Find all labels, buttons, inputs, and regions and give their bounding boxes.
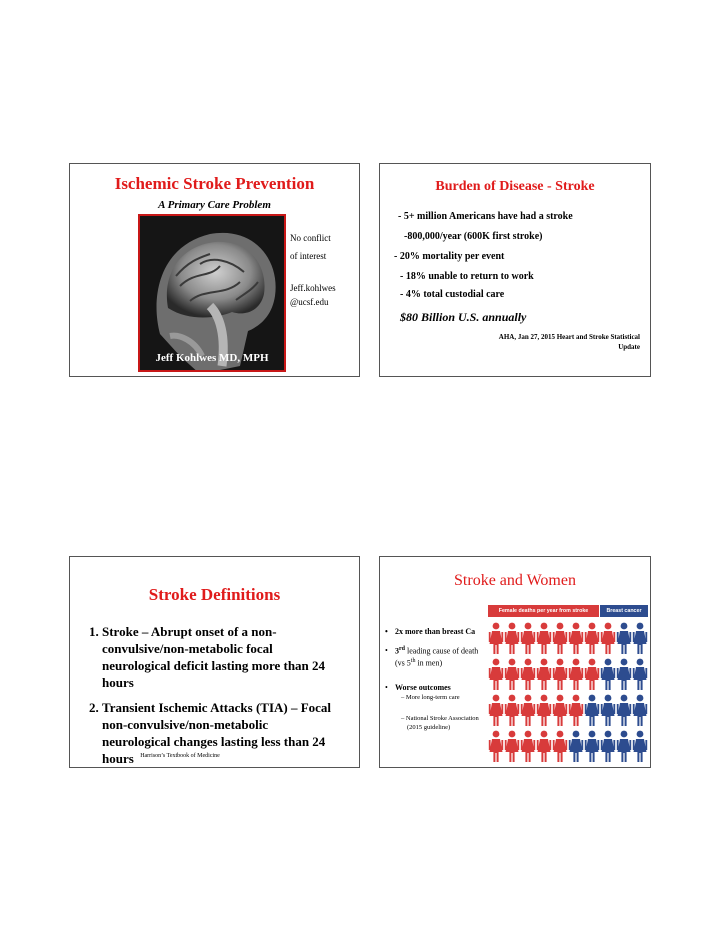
slide-stroke-and-women bbox=[379, 556, 651, 768]
bullet-item: • Worse outcomes – More long-term care – National Stroke Association (2015 guideline) bbox=[385, 683, 493, 731]
stroke-woman-icon bbox=[553, 659, 567, 690]
breast-cancer-person-icon bbox=[633, 695, 647, 726]
legend-breast-cancer: Breast cancer bbox=[600, 605, 648, 617]
stroke-woman-icon bbox=[553, 623, 567, 654]
stroke-woman-icon bbox=[505, 731, 519, 762]
breast-cancer-person-icon bbox=[633, 623, 647, 654]
women-deaths-pictogram bbox=[488, 605, 648, 765]
stroke-woman-icon bbox=[585, 659, 599, 690]
breast-cancer-person-icon bbox=[617, 659, 631, 690]
stroke-woman-icon bbox=[569, 623, 583, 654]
stroke-woman-icon bbox=[505, 659, 519, 690]
stat-line: - 18% unable to return to work bbox=[400, 271, 534, 282]
slide-title: Stroke Definitions bbox=[148, 585, 281, 604]
slide-title: Burden of Disease - Stroke bbox=[435, 179, 595, 194]
stroke-woman-icon bbox=[537, 623, 551, 654]
stat-line: - 4% total custodial care bbox=[400, 289, 505, 300]
breast-cancer-person-icon bbox=[633, 659, 647, 690]
bullet-subtext: (vs 5th in men) bbox=[395, 657, 443, 668]
stroke-woman-icon bbox=[553, 695, 567, 726]
breast-cancer-person-icon bbox=[617, 731, 631, 762]
stroke-woman-icon bbox=[569, 695, 583, 726]
stroke-woman-icon bbox=[489, 659, 503, 690]
breast-cancer-person-icon bbox=[601, 659, 615, 690]
source-citation: Harrison’s Textbook of Medicine bbox=[140, 753, 220, 759]
breast-cancer-person-icon bbox=[601, 731, 615, 762]
slide-stroke-definitions bbox=[69, 556, 360, 768]
email-line-2: @ucsf.edu bbox=[290, 297, 329, 307]
breast-cancer-person-icon bbox=[617, 695, 631, 726]
stroke-woman-icon bbox=[521, 695, 535, 726]
stroke-woman-icon bbox=[489, 623, 503, 654]
breast-cancer-person-icon bbox=[569, 731, 583, 762]
sub-bullet: – More long-term care bbox=[401, 694, 460, 702]
bullet-item: • 3rd leading cause of death (vs 5th in men) bbox=[385, 646, 493, 667]
slide-subtitle: A Primary Care Problem bbox=[158, 199, 271, 211]
bullet-item: • 2x more than breast Ca bbox=[385, 627, 476, 636]
reference-line-1: AHA, Jan 27, 2015 Heart and Stroke Statistical bbox=[498, 333, 640, 341]
stroke-woman-icon bbox=[553, 731, 567, 762]
stat-line: - 20% mortality per event bbox=[394, 251, 505, 262]
disclosure-line-2: of interest bbox=[290, 251, 327, 261]
bullet-dot-icon: • bbox=[385, 627, 388, 636]
stroke-woman-icon bbox=[521, 731, 535, 762]
stat-line: -800,000/year (600K first stroke) bbox=[404, 231, 543, 242]
slide-title: Ischemic Stroke Prevention bbox=[114, 174, 315, 193]
stroke-woman-icon bbox=[505, 695, 519, 726]
bullet-dot-icon: • bbox=[385, 646, 388, 655]
stroke-woman-icon bbox=[489, 731, 503, 762]
author-name: Jeff Kohlwes MD, MPH bbox=[155, 352, 269, 364]
slide-ischemic-stroke-prevention bbox=[69, 163, 360, 377]
people-grid bbox=[488, 620, 648, 765]
breast-cancer-person-icon bbox=[585, 695, 599, 726]
stroke-woman-icon bbox=[521, 623, 535, 654]
email-line-1: Jeff.kohlwes bbox=[290, 283, 336, 293]
disclosure-line-1: No conflict bbox=[290, 233, 331, 243]
sub-bullet: – National Stroke Association bbox=[401, 715, 479, 723]
stroke-woman-icon bbox=[601, 623, 615, 654]
reference-line-2: Update bbox=[618, 343, 640, 351]
slide-title: Stroke and Women bbox=[454, 572, 576, 589]
stat-line: - 5+ million Americans have had a stroke bbox=[398, 211, 573, 222]
breast-cancer-person-icon bbox=[585, 731, 599, 762]
bullet-list bbox=[385, 627, 493, 741]
annual-cost: $80 Billion U.S. annually bbox=[400, 310, 527, 324]
definition-stroke: 1. Stroke – Abrupt onset of a non-convulsive/non-metabolic focal neurological deficit lasting more than 24 hours bbox=[102, 623, 332, 691]
definition-tia: 2. Transient Ischemic Attacks (TIA) – Focal non-convulsive/non-metabolic neurological changes lasting less than 24 hours bbox=[102, 699, 332, 767]
stroke-woman-icon bbox=[521, 659, 535, 690]
breast-cancer-person-icon bbox=[601, 695, 615, 726]
sub-bullet: (2015 guideline) bbox=[407, 724, 451, 732]
stroke-woman-icon bbox=[537, 659, 551, 690]
stroke-woman-icon bbox=[585, 623, 599, 654]
breast-cancer-person-icon bbox=[617, 623, 631, 654]
stroke-woman-icon bbox=[537, 731, 551, 762]
mri-brain-image bbox=[138, 214, 286, 372]
stroke-woman-icon bbox=[489, 695, 503, 726]
breast-cancer-person-icon bbox=[633, 731, 647, 762]
legend-female-stroke: Female deaths per year from stroke bbox=[488, 605, 599, 617]
stroke-woman-icon bbox=[569, 659, 583, 690]
stroke-woman-icon bbox=[537, 695, 551, 726]
bullet-dot-icon: • bbox=[385, 683, 388, 693]
stroke-woman-icon bbox=[505, 623, 519, 654]
slide-burden-of-disease bbox=[379, 163, 651, 377]
